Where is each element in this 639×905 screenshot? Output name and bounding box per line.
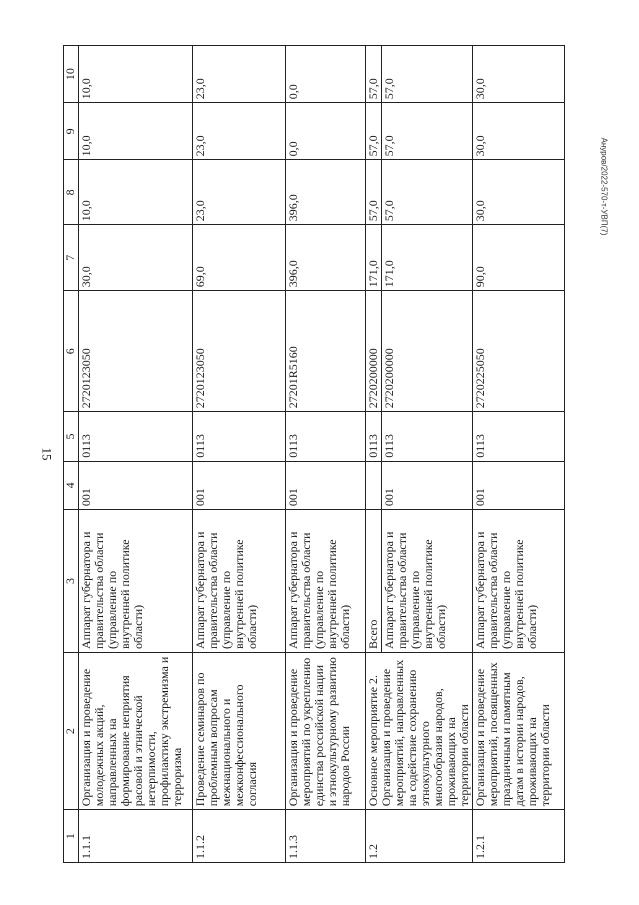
header-row [64,46,79,863]
year3-amount: 57,0 [366,46,382,103]
row-number: 1.1.1 [79,810,193,863]
executor: Аппарат губернатора и правительства области (управление по внутренней политике области) [286,510,366,653]
total-amount: 171,0 [382,225,473,291]
total-amount: 90,0 [473,225,565,291]
year1-amount: 10,0 [79,160,193,225]
executor: Аппарат губернатора и правительства области (управление по внутренней политике области) [79,510,193,653]
program-table [63,45,565,863]
column-header: 1 [64,810,79,863]
grbs-code: 001 [193,461,286,509]
total-label: Всего [366,510,382,653]
column-header: 5 [64,412,79,461]
activity-name: Организация и проведение мероприятий по укреплению единства российской нации и этнокультурному развитию народов России [286,653,366,810]
year3-amount: 0,0 [286,46,366,103]
table-row [286,46,366,863]
target-code: 2720225050 [473,291,565,412]
year3-amount: 30,0 [473,46,565,103]
activity-name: Организация и проведение молодежных акций, направленных на формирование неприятия расовой и этнической нетерпимости, профилактику экстремизма и терроризма [79,653,193,810]
column-header: 2 [64,653,79,810]
year2-amount: 57,0 [382,103,473,160]
year1-amount: 30,0 [473,160,565,225]
year1-amount: 57,0 [382,160,473,225]
table-row [366,46,382,863]
column-header: 9 [64,103,79,160]
total-amount: 396,0 [286,225,366,291]
executor: Аппарат губернатора и правительства области (управление по внутренней политике области) [193,510,286,653]
row-number: 1.2 [366,810,473,863]
column-header: 8 [64,160,79,225]
activity-name: Проведение семинаров по проблемным вопросам межнационального и межконфессионального согласия [193,653,286,810]
target-code: 2720123050 [193,291,286,412]
section-code: 0113 [382,412,473,461]
target-code: 2720200000 [382,291,473,412]
table-row [473,46,565,863]
year2-amount: 0,0 [286,103,366,160]
total-amount: 30,0 [79,225,193,291]
grbs-code: 001 [382,461,473,509]
column-header: 3 [64,510,79,653]
executor: Аппарат губернатора и правительства области (управление по внутренней политике области) [382,510,473,653]
section-code: 0113 [366,412,382,461]
grbs-code: 001 [473,461,565,509]
column-header: 4 [64,461,79,509]
year2-amount: 23,0 [193,103,286,160]
grbs-code: 001 [286,461,366,509]
year3-amount: 23,0 [193,46,286,103]
executor: Аппарат губернатора и правительства области (управление по внутренней политике области) [473,510,565,653]
year2-amount: 57,0 [366,103,382,160]
table-row [79,46,193,863]
target-code: 2720123050 [79,291,193,412]
table-container [63,45,558,863]
table-row [193,46,286,863]
section-code: 0113 [193,412,286,461]
row-number: 1.1.2 [193,810,286,863]
activity-name: Организация и проведение мероприятий, посвященных праздничным и памятным датам в истории народов, проживающих на территории области [473,653,565,810]
column-header: 7 [64,225,79,291]
year1-amount: 23,0 [193,160,286,225]
year3-amount: 10,0 [79,46,193,103]
year3-amount: 57,0 [382,46,473,103]
total-amount: 171,0 [366,225,382,291]
grbs-code: 001 [79,461,193,509]
column-header: 6 [64,291,79,412]
target-code: 27201R5160 [286,291,366,412]
total-amount: 69,0 [193,225,286,291]
year1-amount: 57,0 [366,160,382,225]
year1-amount: 396,0 [286,160,366,225]
section-code: 0113 [79,412,193,461]
row-number: 1.1.3 [286,810,366,863]
document-code: Ануров/2022-570-т-УВП(7) [599,137,609,236]
row-number: 1.2.1 [473,810,565,863]
target-code: 2720200000 [366,291,382,412]
year2-amount: 10,0 [79,103,193,160]
page-number: 15 [39,447,55,461]
year2-amount: 30,0 [473,103,565,160]
section-code: 0113 [286,412,366,461]
grbs-code [366,461,382,509]
section-code: 0113 [473,412,565,461]
column-header: 10 [64,46,79,103]
activity-name: Основное мероприятие 2. Организация и проведение мероприятий, направленных на содействие сохранению этнокультурного многообразия народов, проживающих на территории области [366,653,473,810]
